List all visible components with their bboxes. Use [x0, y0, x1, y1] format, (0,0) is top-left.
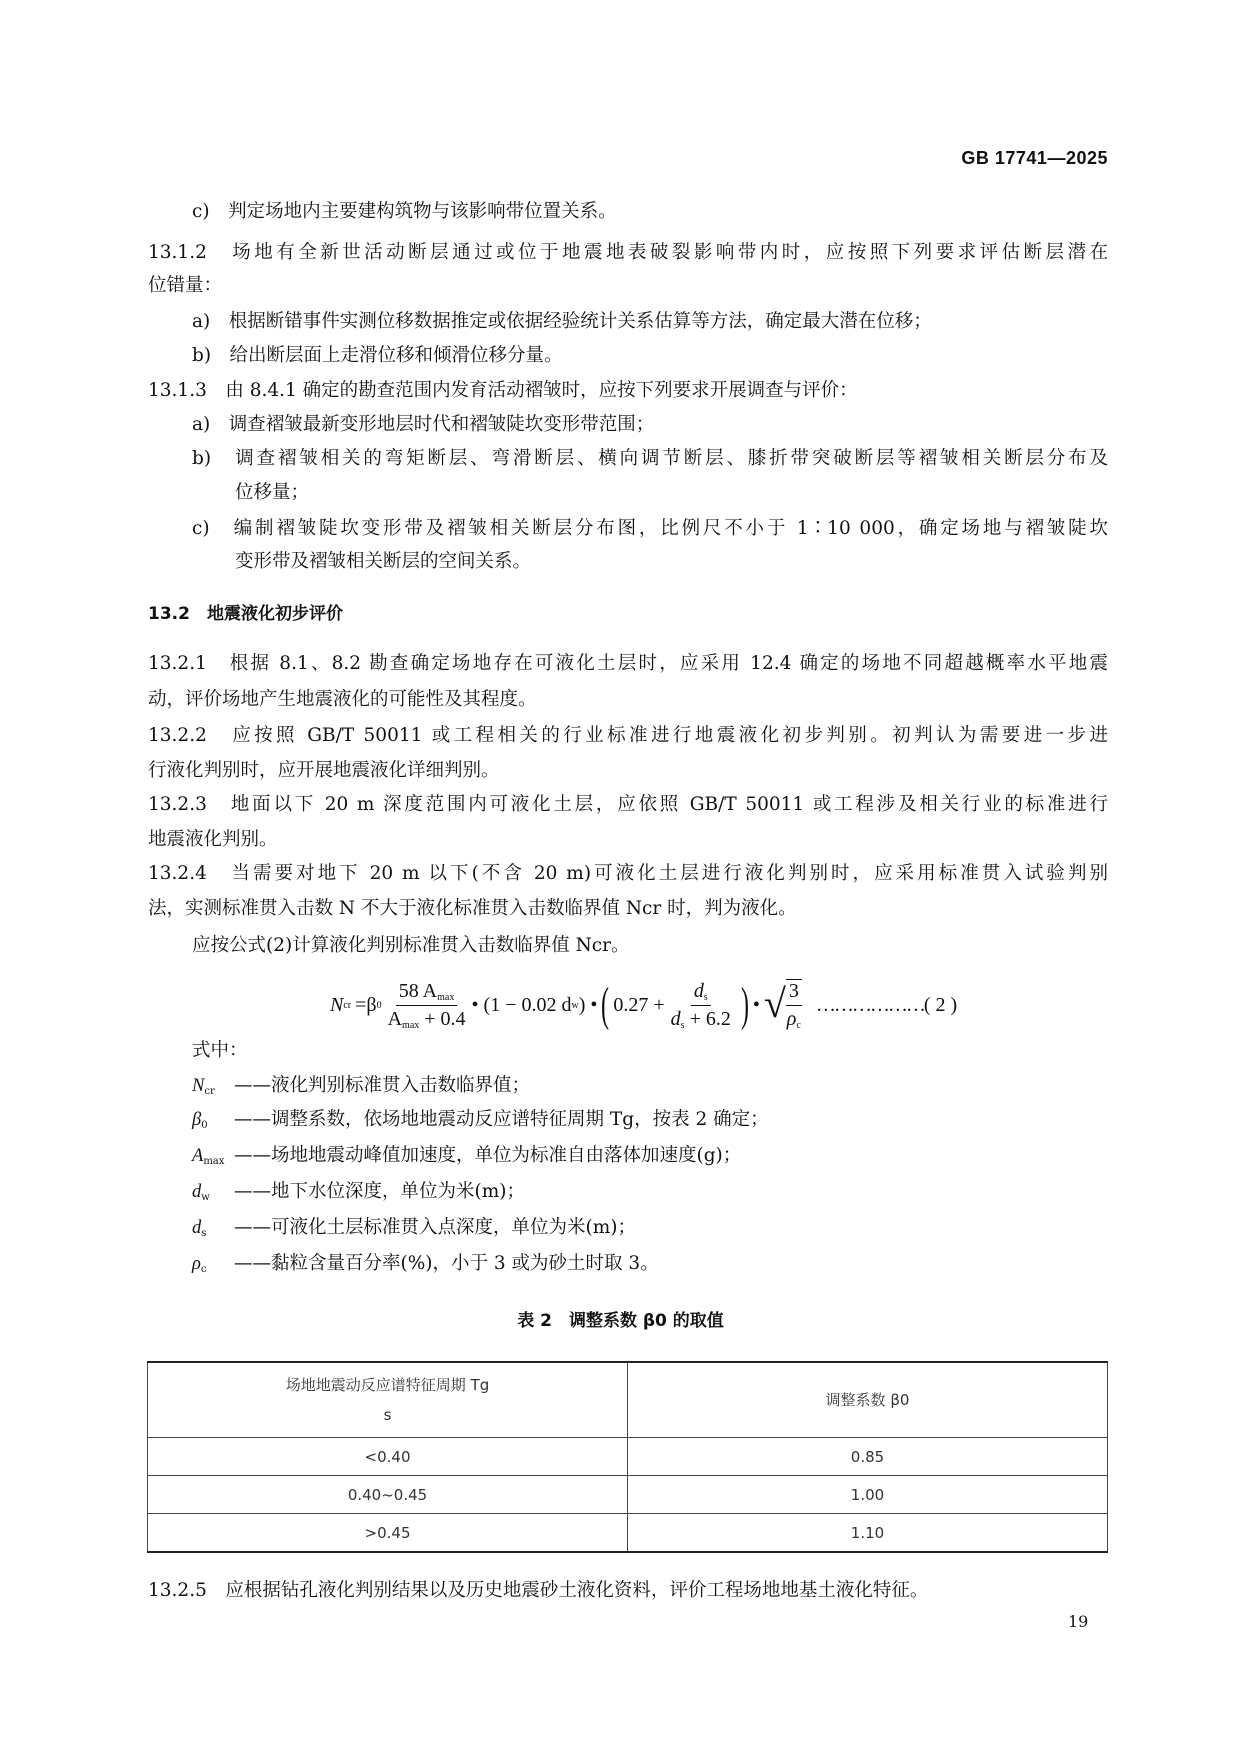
- para-13-2-1: 13.2.1 根据 8.1、8.2 勘查确定场地存在可液化土层时，应采用 12.4 确定的场地不同超越概率水平地震: [148, 653, 1108, 674]
- formula-intro: 应按公式(2)计算液化判别标准贯入击数临界值 Ncr。: [192, 935, 630, 956]
- standard-id: GB 17741—2025: [961, 148, 1108, 168]
- para-13-1-3-c-cont: 变形带及褶皱相关断层的空间关系。: [235, 551, 532, 572]
- definition-item: $A_{max}$ ——场地地震动峰值加速度，单位为标准自由落体加速度(g)；: [192, 1145, 742, 1167]
- beta0-table: [147, 1361, 1108, 1553]
- cell-period: 0.40~0.45: [148, 1476, 628, 1514]
- para-13-2-1-cont: 动，评价场地产生地震液化的可能性及其程度。: [148, 689, 537, 710]
- header-cell-period: 场地地震动反应谱特征周期 Tg s: [148, 1362, 628, 1438]
- definition-item: $N_{cr}$ ——液化判别标准贯入击数临界值；: [192, 1075, 531, 1097]
- definition-item: $d_w$ ——地下水位深度，单位为米(m)；: [192, 1181, 525, 1203]
- table-row: [148, 1514, 1108, 1553]
- para-13-1-1-c: c) 判定场地内主要建构筑物与该影响带位置关系。: [192, 201, 617, 222]
- section-heading-13-2: 13.2 地震液化初步评价: [148, 604, 343, 624]
- table-row: [148, 1476, 1108, 1514]
- para-13-1-3-b: b) 调查褶皱相关的弯矩断层、弯滑断层、横向调节断层、膝折带突破断层等褶皱相关断层分布及: [192, 448, 1108, 469]
- header-cell-coefficient: 调整系数 β0: [628, 1362, 1108, 1438]
- where-label: 式中：: [192, 1040, 248, 1061]
- para-13-1-2-b: b) 给出断层面上走滑位移和倾滑位移分量。: [192, 345, 563, 366]
- para-13-2-4: 13.2.4 当需要对地下 20 m 以下(不含 20 m)可液化土层进行液化判别时，应采用标准贯入试验判别: [148, 863, 1108, 884]
- cell-coefficient: 0.85: [628, 1438, 1108, 1476]
- para-13-1-3-b-cont: 位移量；: [235, 482, 310, 503]
- para-13-2-4-cont: 法，实测标准贯入击数 N 不大于液化标准贯入击数临界值 Ncr 时，判为液化。: [148, 898, 797, 919]
- para-13-1-2: 13.1.2 场地有全新世活动断层通过或位于地震地表破裂影响带内时，应按照下列要求评估断层潜在: [148, 242, 1108, 263]
- table-header-row: [148, 1362, 1108, 1438]
- para-13-1-3: 13.1.3 由 8.4.1 确定的勘查范围内发育活动褶皱时，应按下列要求开展调查与评价：: [148, 380, 858, 401]
- para-13-1-3-a: a) 调查褶皱最新变形地层时代和褶皱陡坎变形带范围；: [192, 414, 655, 435]
- para-13-1-2-a: a) 根据断错事件实测位移数据推定或依据经验统计关系估算等方法，确定最大潜在位移；: [192, 311, 932, 332]
- cell-coefficient: 1.00: [628, 1476, 1108, 1514]
- cell-coefficient: 1.10: [628, 1514, 1108, 1553]
- cell-period: >0.45: [148, 1514, 628, 1553]
- para-13-1-2-cont: 位错量：: [148, 275, 223, 296]
- table-row: [148, 1438, 1108, 1476]
- para-13-2-2: 13.2.2 应按照 GB/T 50011 或工程相关的行业标准进行地震液化初步判别。初判认为需要进一步进: [148, 725, 1108, 746]
- cell-period: <0.40: [148, 1438, 628, 1476]
- para-13-2-2-cont: 行液化判别时，应开展地震液化详细判别。: [148, 760, 500, 781]
- page-number: 19: [1068, 1612, 1089, 1631]
- definition-item: $d_s$ ——可液化土层标准贯入点深度，单位为米(m)；: [192, 1217, 636, 1239]
- formula-2: N cr =β 0 $\frac{58 A_{max}}{A_{max} + 0.4}$ • (1 − 0.02 d w ) • ( 0.27 + $\frac{d_s}{d_s + 6.2}$ ) • √ $\frac{3}{\rho_c}$ ……………… ( 2 ): [330, 978, 958, 1031]
- para-13-1-3-c: c) 编制褶皱陡坎变形带及褶皱相关断层分布图，比例尺不小于 1∶10 000，确定场地与褶皱陡坎: [192, 518, 1108, 539]
- definition-item: $\rho_c$ ——黏粒含量百分率(%)，小于 3 或为砂土时取 3。: [192, 1253, 659, 1275]
- definition-item: $\beta_0$ ——调整系数，依场地地震动反应谱特征周期 Tg，按表 2 确定；: [192, 1109, 769, 1131]
- table-title: 表 2 调整系数 β0 的取值: [517, 1311, 724, 1331]
- para-13-2-3: 13.2.3 地面以下 20 m 深度范围内可液化土层，应依照 GB/T 50011 或工程涉及相关行业的标准进行: [148, 794, 1108, 815]
- para-13-2-3-cont: 地震液化判别。: [148, 829, 278, 850]
- para-13-2-5: 13.2.5 应根据钻孔液化判别结果以及历史地震砂土液化资料，评价工程场地地基土液化特征。: [148, 1580, 929, 1601]
